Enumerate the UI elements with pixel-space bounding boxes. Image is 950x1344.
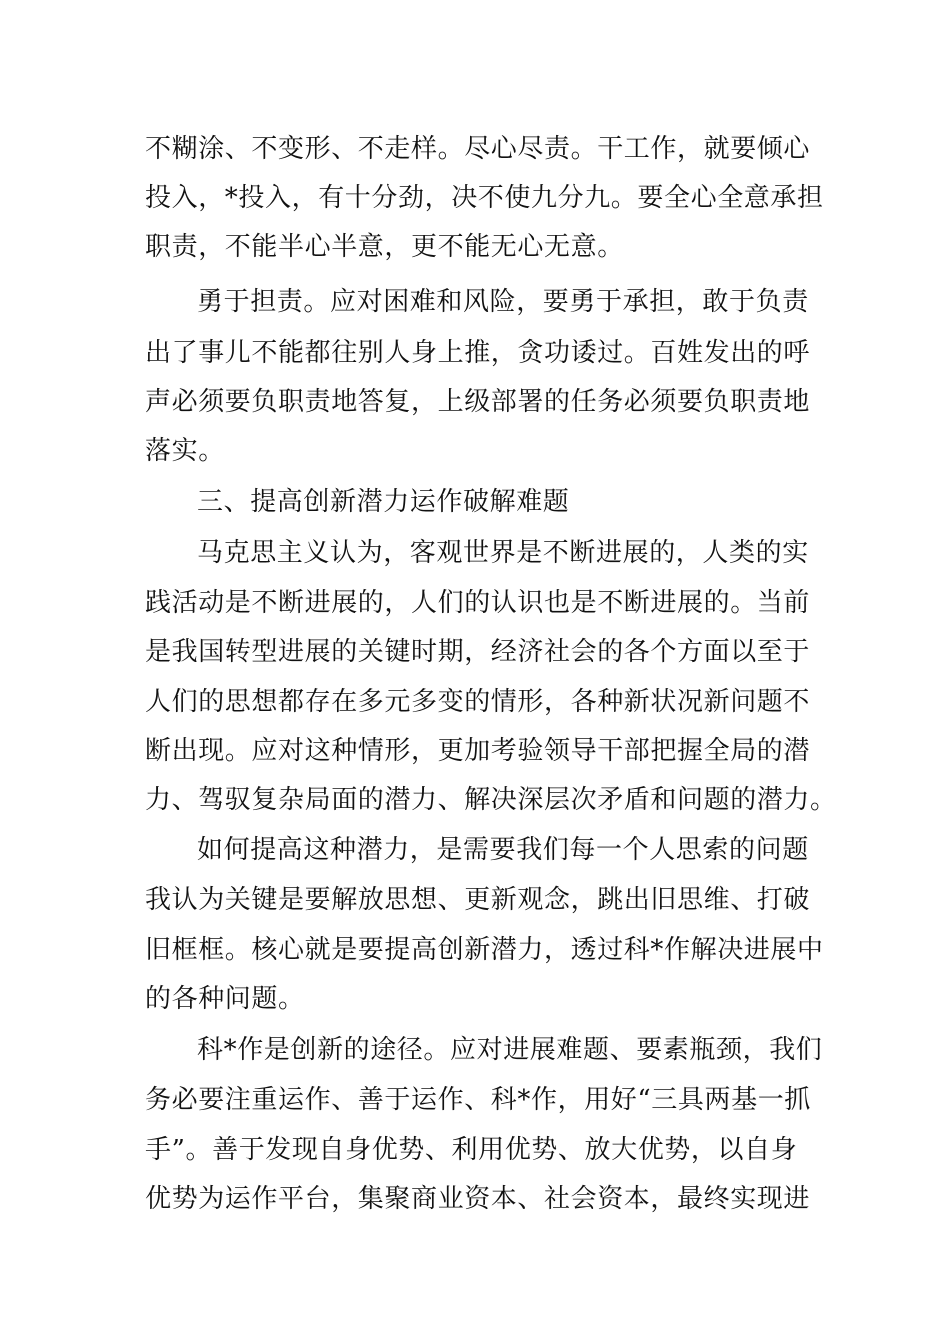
text-line-5: 出了事儿不能都往别人身上推，贪功诿过。百姓发出的呼 — [145, 338, 811, 368]
text-line-3: 职责，不能半心半意，更不能无心无意。 — [145, 232, 624, 262]
text-line-9: 马克思主义认为，客观世界是不断进展的，人类的实 — [197, 538, 809, 568]
text-line-21: 手”。善于发现自身优势、利用优势、放大优势，以自身 — [145, 1135, 798, 1165]
text-line-20: 务必要注重运作、善于运作、科*作，用好“三具两基一抓 — [145, 1085, 811, 1115]
section-heading: 三、提高创新潜力运作破解难题 — [197, 487, 570, 517]
text-line-16: 我认为关键是要解放思想、更新观念，跳出旧思维、打破 — [145, 885, 811, 915]
text-line-14: 力、驾驭复杂局面的潜力、解决深层次矛盾和问题的潜力。 — [145, 785, 837, 815]
text-line-7: 落实。 — [145, 436, 225, 466]
text-line-10: 践活动是不断进展的，人们的认识也是不断进展的。当前 — [145, 588, 811, 618]
text-line-17: 旧框框。核心就是要提高创新潜力，透过科*作解决进展中 — [145, 935, 824, 965]
text-line-22: 优势为运作平台，集聚商业资本、社会资本，最终实现进 — [145, 1184, 811, 1214]
text-line-12: 人们的思想都存在多元多变的情形，各种新状况新问题不 — [145, 687, 811, 717]
text-line-15: 如何提高这种潜力，是需要我们每一个人思索的问题 — [197, 835, 809, 865]
text-line-18: 的各种问题。 — [145, 984, 305, 1014]
text-line-2: 投入，*投入，有十分劲，决不使九分九。要全心全意承担 — [145, 183, 824, 213]
text-line-11: 是我国转型进展的关键时期，经济社会的各个方面以至于 — [145, 637, 811, 667]
text-line-4: 勇于担责。应对困难和风险，要勇于承担，敢于负责 — [197, 287, 809, 317]
text-line-13: 断出现。应对这种情形，更加考验领导干部把握全局的潜 — [145, 736, 811, 766]
text-line-19: 科*作是创新的途径。应对进展难题、要素瓶颈，我们 — [197, 1035, 823, 1065]
text-line-6: 声必须要负职责地答复，上级部署的任务必须要负职责地 — [145, 387, 811, 417]
text-line-1: 不糊涂、不变形、不走样。尽心尽责。干工作，就要倾心 — [145, 134, 811, 164]
